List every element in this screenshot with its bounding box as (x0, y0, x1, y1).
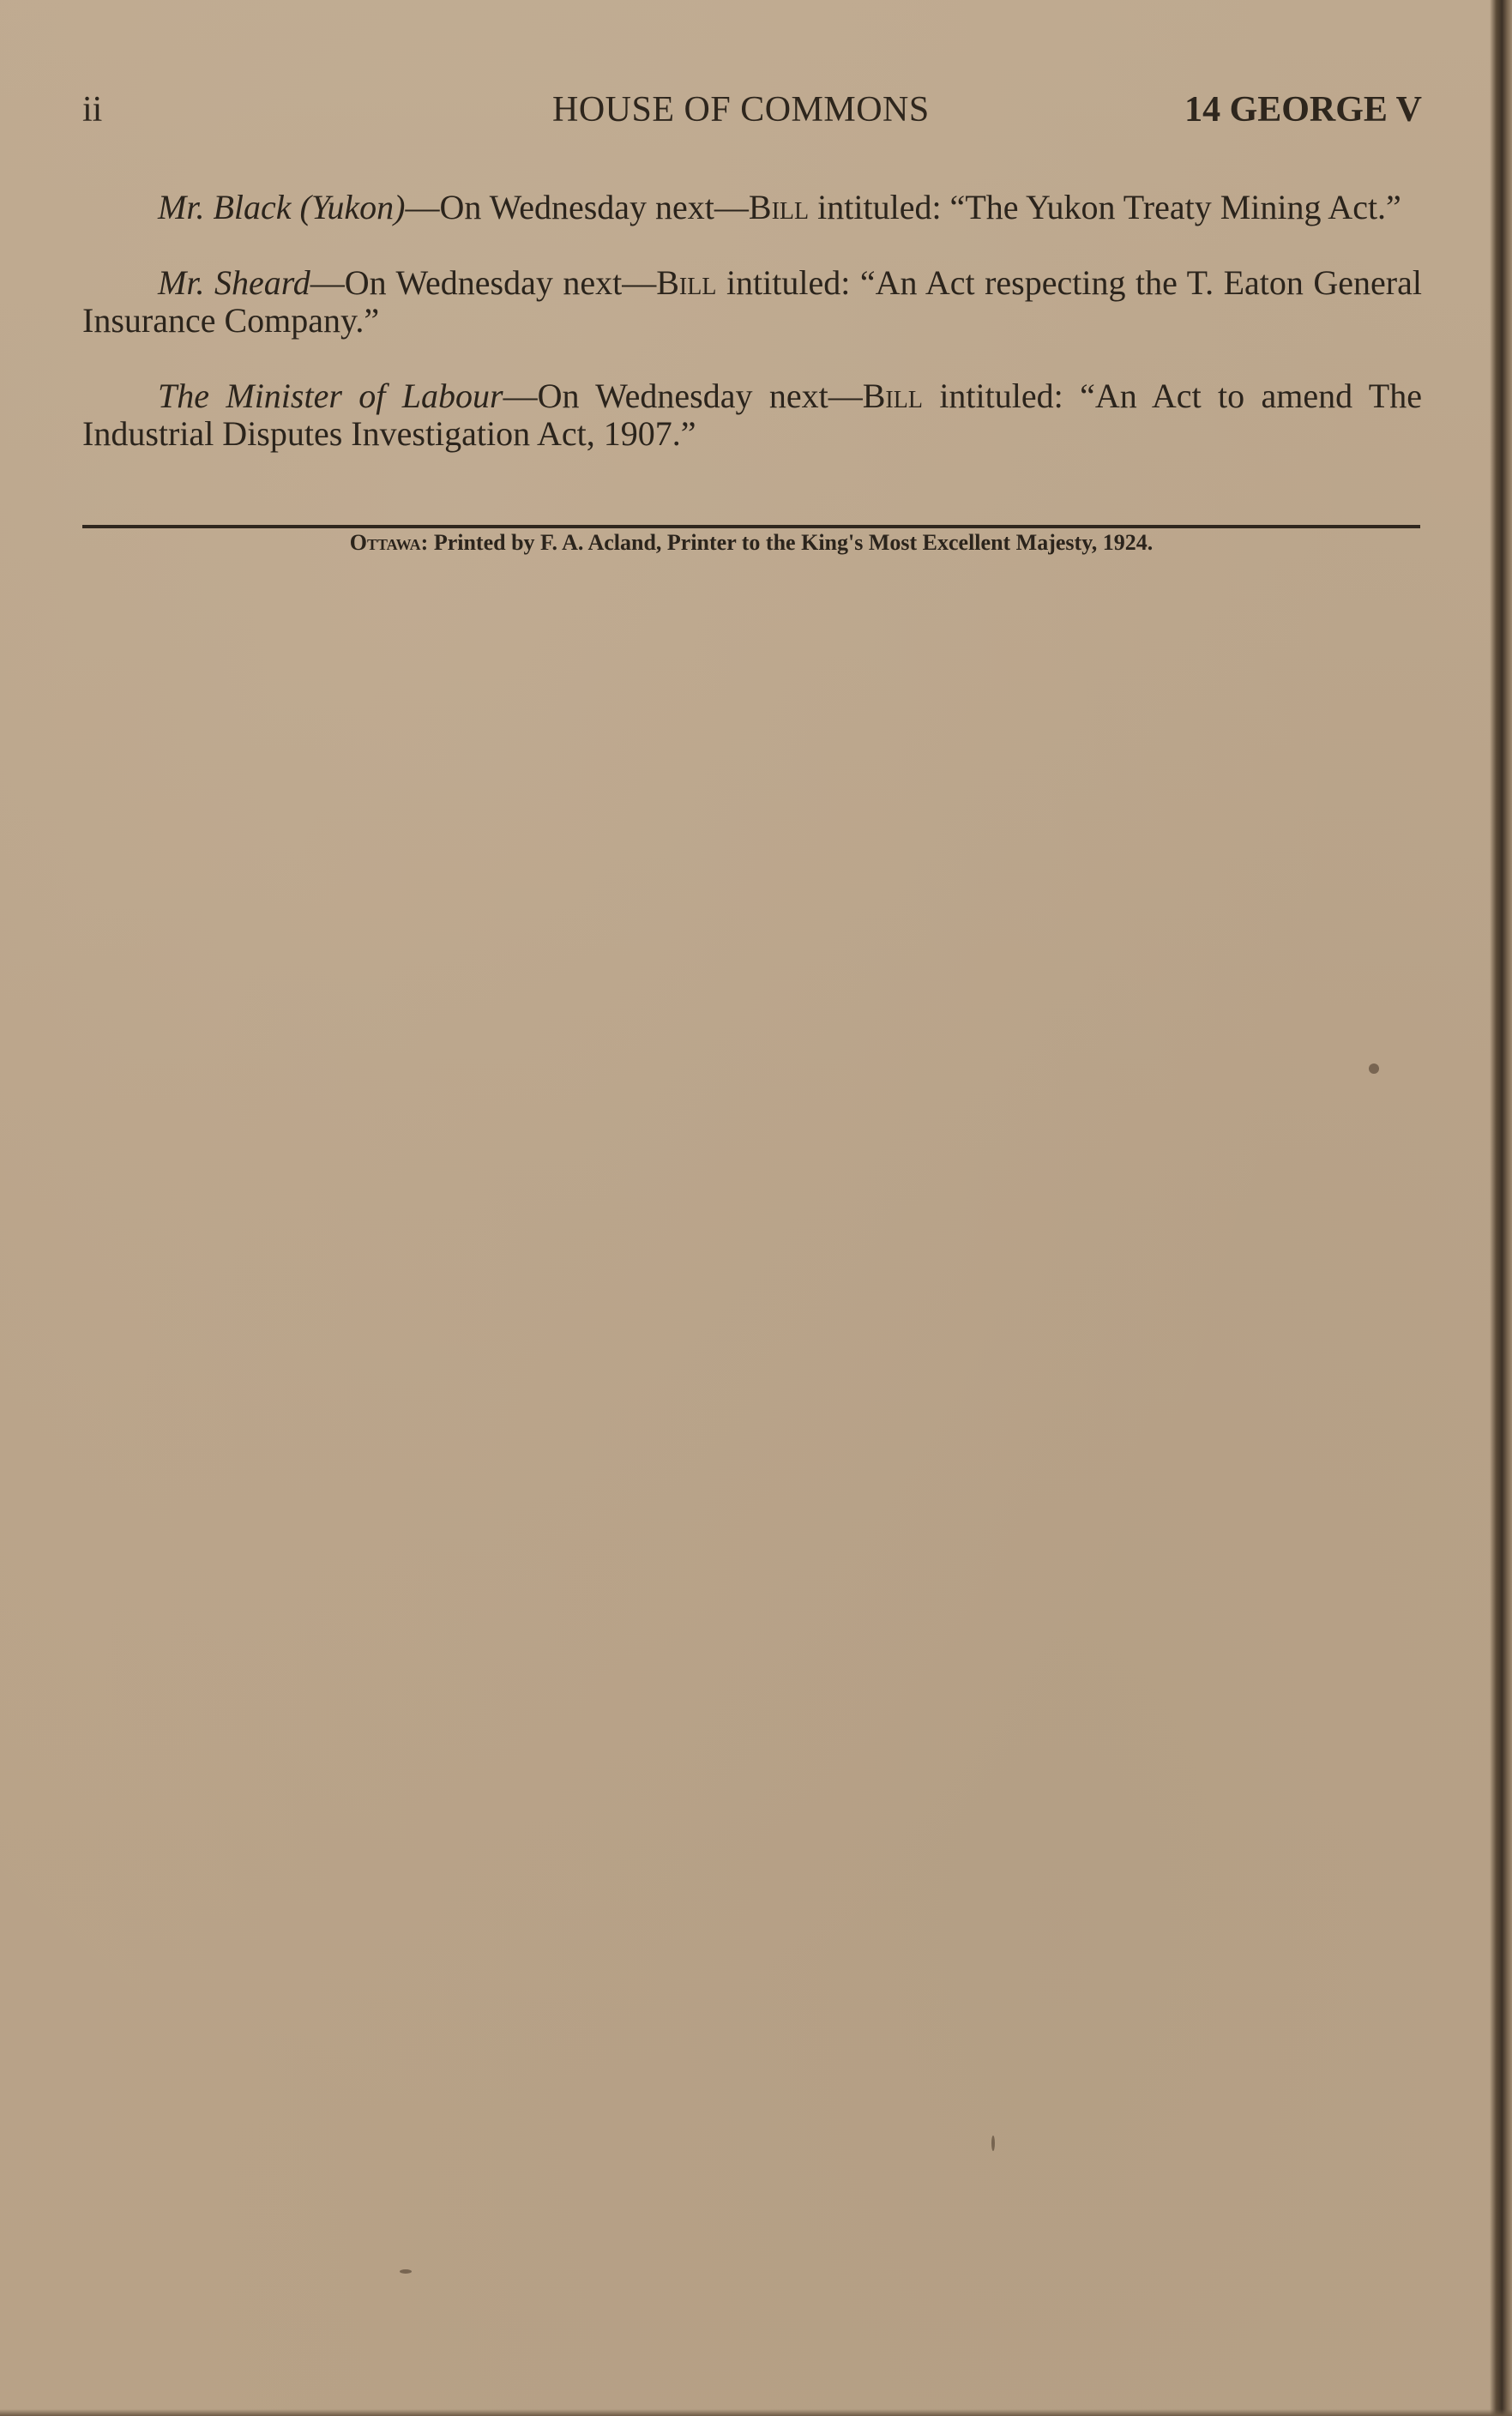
bill-label: Bill (862, 377, 923, 415)
bill-label: Bill (656, 263, 717, 302)
notice-entry-2 (82, 264, 1422, 340)
paper-speck (1369, 1063, 1379, 1074)
paper-speck (991, 2136, 995, 2151)
bill-text: intituled: “An Act to amend The Industrial Disputes Investigation Act, 1907.” (82, 377, 1422, 453)
member-name: Mr. Black (Yukon) (158, 188, 406, 226)
printer-imprint (82, 530, 1420, 556)
notice-list (82, 189, 1422, 491)
imprint-place: Ottawa (349, 530, 421, 555)
bill-text: intituled: “The Yukon Treaty Mining Act.” (809, 188, 1401, 226)
notice-entry-3 (82, 377, 1422, 453)
page-bottom-edge (0, 2409, 1512, 2416)
notice-lead: —On Wednesday next— (503, 377, 863, 415)
binding-edge (1490, 0, 1512, 2416)
notice-entry-1 (82, 189, 1422, 226)
bill-text: intituled: “An Act respecting the T. Eaton General Insurance Company.” (82, 263, 1422, 340)
regnal-year: 14 GEORGE V (1184, 90, 1422, 130)
imprint-text: : Printed by F. A. Acland, Printer to the King's Most Excellent Majesty, 1924. (420, 530, 1154, 555)
page-folio: ii (82, 90, 103, 130)
page-title: HOUSE OF COMMONS (552, 90, 930, 130)
imprint-rule (82, 525, 1420, 528)
notice-lead: —On Wednesday next— (405, 188, 749, 226)
running-header (82, 89, 1422, 132)
notice-lead: —On Wednesday next— (310, 263, 657, 302)
member-name: Mr. Sheard (158, 263, 310, 302)
bill-label: Bill (748, 188, 810, 226)
member-name: The Minister of Labour (158, 377, 503, 415)
paper-speck (400, 2269, 412, 2274)
